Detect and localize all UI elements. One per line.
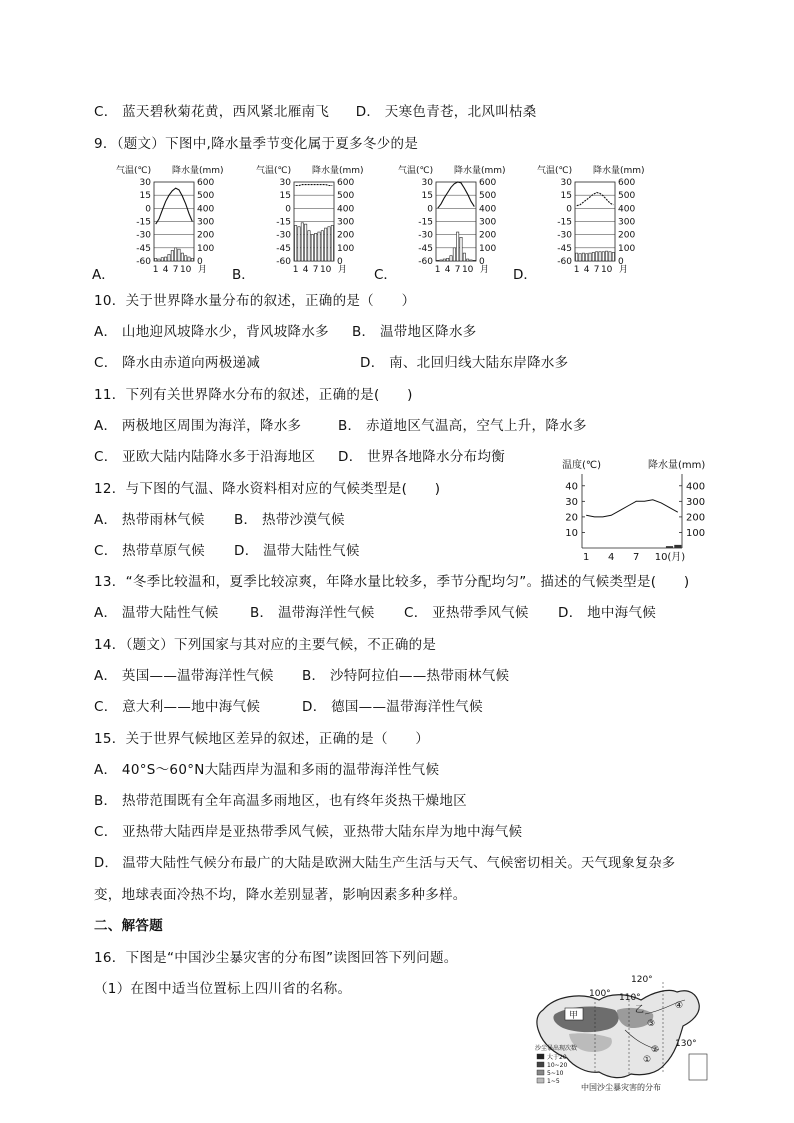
legend-label: 1~5 xyxy=(547,1078,560,1085)
q14-options-ab xyxy=(94,664,509,684)
q11-option-d: D． 世界各地降水分布均衡 xyxy=(338,449,506,465)
precip-tick: 600 xyxy=(337,178,355,188)
q9-option-label: D． xyxy=(513,267,537,283)
q13-option-b: B． 温带海洋性气候 xyxy=(250,605,375,621)
legend-swatch xyxy=(537,1062,544,1067)
precip-tick: 500 xyxy=(618,191,636,202)
month-tick: 4 xyxy=(583,265,590,275)
precip-tick: 200 xyxy=(686,512,706,524)
precip-tick: 200 xyxy=(337,230,355,241)
precip-tick: 0 xyxy=(618,257,624,267)
legend-label: 5~10 xyxy=(547,1070,564,1077)
q15-option-d-line2: 变，地球表面冷热不均，降水差别显著，影响因素多种多样。 xyxy=(94,887,467,903)
temp-tick: -30 xyxy=(276,230,291,241)
temp-tick: 15 xyxy=(421,191,433,202)
month-tick: 1 xyxy=(582,552,590,563)
legend-label: 大于20 xyxy=(547,1054,567,1061)
q8-option-d: D． 天寒色青苍，北风叫枯桑 xyxy=(355,104,537,120)
place-label-yi: 乙 xyxy=(635,1005,645,1015)
temp-tick: 40 xyxy=(565,481,578,493)
precip-tick: 600 xyxy=(618,178,636,188)
month-unit: (月) xyxy=(667,552,686,563)
precip-axis-label: 降水量(mm) xyxy=(593,166,645,176)
q11-stem: 11．下列有关世界降水分布的叙述，正确的是( ) xyxy=(94,387,413,403)
precip-tick: 400 xyxy=(337,204,355,215)
q14-option-b: B． 沙特阿拉伯——热带雨林气候 xyxy=(302,668,510,684)
precip-tick: 0 xyxy=(197,257,203,267)
precip-bar xyxy=(158,259,160,261)
precip-axis-label: 降水量(mm) xyxy=(172,166,224,176)
q13-options xyxy=(94,601,656,621)
precip-bar xyxy=(450,256,452,261)
precip-axis-label: 降水量(mm) xyxy=(312,166,364,176)
precip-tick: 300 xyxy=(686,496,706,508)
precip-bar xyxy=(599,252,601,261)
temp-line xyxy=(156,188,193,224)
precip-bar xyxy=(318,232,320,261)
legend-label: 10~20 xyxy=(547,1062,568,1069)
precip-bar xyxy=(666,546,673,548)
precip-bar xyxy=(586,254,588,261)
precip-bar xyxy=(308,231,310,261)
temp-tick: -60 xyxy=(136,257,151,267)
q10-option-c: C． 降水由赤道向两极递减 xyxy=(94,355,261,371)
temp-tick: -15 xyxy=(276,217,291,228)
temp-tick: -45 xyxy=(136,243,151,254)
temp-tick: 15 xyxy=(560,191,572,202)
temp-tick: -15 xyxy=(136,217,151,228)
month-tick: 10 xyxy=(461,265,474,275)
temp-tick: -45 xyxy=(557,243,572,254)
q12-chart-svg xyxy=(560,456,740,568)
q16-stem: 16．下图是“中国沙尘暴灾害的分布图”读图回答下列问题。 xyxy=(94,950,458,966)
precip-tick: 100 xyxy=(479,243,497,254)
q11-option-a: A． 两极地区周围为海洋，降水多 xyxy=(94,418,302,434)
month-tick: 4 xyxy=(607,552,615,563)
precip-bar xyxy=(328,227,330,261)
temp-axis-label: 气温(℃) xyxy=(256,166,292,176)
month-unit: 月 xyxy=(480,265,490,275)
q13-option-d: D． 地中海气候 xyxy=(558,605,657,621)
precip-bar xyxy=(437,260,439,261)
q9-climate-chart xyxy=(535,162,653,282)
legend-swatch xyxy=(537,1070,544,1075)
precip-bar xyxy=(188,257,190,261)
q14-option-d: D． 德国——温带海洋性气候 xyxy=(302,699,483,715)
temp-axis-label: 气温(℃) xyxy=(537,166,573,176)
precip-bar xyxy=(602,252,604,261)
precip-tick: 100 xyxy=(197,243,215,254)
q14-option-a: A． 英国——温带海洋性气候 xyxy=(94,668,274,684)
temp-tick: 0 xyxy=(285,204,291,215)
q10-options-ab xyxy=(94,320,477,340)
q14-options-cd xyxy=(94,695,483,715)
place-label-3: ③ xyxy=(647,1019,656,1029)
temp-line xyxy=(296,185,333,186)
place-label-jia: 甲 xyxy=(569,1011,579,1021)
q13-option-a: A． 温带大陆性气候 xyxy=(94,605,219,621)
month-tick: 7 xyxy=(454,265,461,275)
precip-tick: 400 xyxy=(197,204,215,215)
q10-options-cd xyxy=(94,351,569,371)
temp-tick: 15 xyxy=(279,191,291,202)
month-unit: 月 xyxy=(198,265,208,275)
map-caption: 中国沙尘暴灾害的分布 xyxy=(581,1083,661,1092)
month-tick: 7 xyxy=(312,265,319,275)
temp-tick: -60 xyxy=(418,257,433,267)
precip-bar xyxy=(592,252,594,261)
temp-tick: 30 xyxy=(279,178,291,188)
temp-tick: 0 xyxy=(145,204,151,215)
precip-bar xyxy=(606,251,608,261)
month-tick: 10 xyxy=(179,265,192,275)
precip-bar xyxy=(331,225,333,261)
precip-tick: 300 xyxy=(618,217,636,228)
month-tick: 10 xyxy=(654,552,668,563)
precip-tick: 200 xyxy=(618,230,636,241)
temp-tick: 15 xyxy=(139,191,151,202)
precip-bar xyxy=(311,235,313,261)
precip-bar xyxy=(576,253,578,261)
temp-axis-label: 气温(℃) xyxy=(116,166,152,176)
precip-tick: 400 xyxy=(686,481,706,493)
precip-bar xyxy=(467,259,469,261)
precip-tick: 300 xyxy=(479,217,497,228)
temp-line xyxy=(577,193,614,206)
q13-stem: 13．“冬季比较温和，夏季比较凉爽，年降水量比较多，季节分配均匀”。描述的气候类型是( ) xyxy=(94,574,690,590)
precip-tick: 100 xyxy=(337,243,355,254)
temp-axis-label: 气温(℃) xyxy=(398,166,434,176)
precip-bar xyxy=(178,249,180,261)
q12-option-a: A． 热带雨林气候 xyxy=(94,512,205,528)
month-tick: 7 xyxy=(172,265,179,275)
temp-tick: -15 xyxy=(557,217,572,228)
precip-tick: 200 xyxy=(197,230,215,241)
precip-bar xyxy=(473,260,475,261)
month-tick: 7 xyxy=(632,552,640,563)
precip-tick: 300 xyxy=(197,217,215,228)
precip-bar xyxy=(168,254,170,261)
lon-label-120: 120° xyxy=(631,975,653,985)
temp-tick: 10 xyxy=(565,527,578,539)
precip-bar xyxy=(440,260,442,261)
section-2-heading: 二、解答题 xyxy=(94,918,163,934)
lon-label-130: 130° xyxy=(675,1039,697,1049)
q11-options-ab xyxy=(94,414,587,434)
temp-tick: -45 xyxy=(276,243,291,254)
precip-tick: 500 xyxy=(337,191,355,202)
q9-climate-chart xyxy=(114,162,232,282)
temp-tick: 30 xyxy=(139,178,151,188)
q9-option-label: A． xyxy=(92,267,115,283)
q15-option-b: B． 热带范围既有全年高温多雨地区，也有终年炎热干燥地区 xyxy=(94,793,467,809)
precip-bar xyxy=(181,253,183,261)
q12-options-cd xyxy=(94,539,360,559)
precip-tick: 500 xyxy=(479,191,497,202)
precip-bar xyxy=(612,252,614,261)
temp-tick: -30 xyxy=(557,230,572,241)
temp-tick: 0 xyxy=(427,204,433,215)
precip-bar xyxy=(443,259,445,261)
q14-stem: 14．（题文）下列国家与其对应的主要气候，不正确的是 xyxy=(94,637,437,653)
precip-bar xyxy=(321,231,323,261)
temp-tick: -60 xyxy=(276,257,291,267)
precip-bar xyxy=(301,223,303,261)
precip-bar xyxy=(305,224,307,261)
precip-axis-label: 降水量(mm) xyxy=(648,460,706,471)
precip-bar xyxy=(609,252,611,261)
precip-tick: 0 xyxy=(479,257,485,267)
precip-bar xyxy=(447,258,449,261)
precip-bar xyxy=(175,248,177,261)
place-label-4: ④ xyxy=(675,1001,684,1011)
month-tick: 1 xyxy=(434,265,441,275)
month-tick: 4 xyxy=(444,265,451,275)
q12-option-c: C． 热带草原气候 xyxy=(94,543,205,559)
q10-option-b: B． 温带地区降水多 xyxy=(352,324,477,340)
temp-tick: -30 xyxy=(136,230,151,241)
temp-tick: -15 xyxy=(418,217,433,228)
q9-option-label: C． xyxy=(374,267,397,283)
month-unit: 月 xyxy=(338,265,348,275)
temp-tick: 30 xyxy=(560,178,572,188)
temp-tick: 0 xyxy=(566,204,572,215)
q12-options-ab xyxy=(94,508,345,528)
month-tick: 4 xyxy=(162,265,169,275)
precip-tick: 200 xyxy=(479,230,497,241)
q9-climate-chart xyxy=(396,162,514,282)
precip-tick: 600 xyxy=(479,178,497,188)
q8-options-line xyxy=(94,100,537,120)
precip-bar xyxy=(298,227,300,261)
temp-tick: 30 xyxy=(565,496,578,508)
q12-option-b: B． 热带沙漠气候 xyxy=(234,512,345,528)
precip-tick: 0 xyxy=(337,257,343,267)
precip-tick: 400 xyxy=(479,204,497,215)
temp-tick: 20 xyxy=(565,512,578,524)
lon-label-110: 110° xyxy=(619,993,641,1003)
legend-swatch xyxy=(537,1054,544,1059)
q13-option-c: C． 亚热带季风气候 xyxy=(404,605,529,621)
temp-line xyxy=(586,500,678,517)
precip-bar xyxy=(185,256,187,261)
q16-subquestion-1: （1）在图中适当位置标上四川省的名称。 xyxy=(94,981,352,997)
precip-tick: 400 xyxy=(618,204,636,215)
precip-axis-label: 降水量(mm) xyxy=(454,166,506,176)
q15-stem: 15．关于世界气候地区差异的叙述，正确的是（ ） xyxy=(94,731,430,747)
precip-bar xyxy=(315,233,317,261)
precip-bar xyxy=(582,253,584,261)
precip-tick: 100 xyxy=(618,243,636,254)
precip-bar xyxy=(460,237,462,261)
q8-option-c: C． 蓝天碧秋菊花黄，西风紧北雁南飞 xyxy=(94,104,330,120)
month-tick: 4 xyxy=(302,265,309,275)
precip-bar xyxy=(155,258,157,261)
month-tick: 7 xyxy=(593,265,600,275)
q15-option-c: C． 亚热带大陆西岸是亚热带季风气候，亚热带大陆东岸为地中海气候 xyxy=(94,824,523,840)
month-tick: 1 xyxy=(292,265,299,275)
q10-stem: 10．关于世界降水量分布的叙述，正确的是（ ） xyxy=(94,293,416,309)
q12-option-d: D． 温带大陆性气候 xyxy=(234,543,360,559)
place-label-1: ① xyxy=(643,1055,652,1065)
q9-option-label: B． xyxy=(232,267,255,283)
south-sea-inset xyxy=(689,1054,707,1080)
month-unit: 月 xyxy=(619,265,629,275)
precip-bar xyxy=(457,232,459,261)
q9-stem: 9．（题文）下图中,降水量季节变化属于夏多冬少的是 xyxy=(94,136,419,152)
lon-label-100: 100° xyxy=(589,989,611,999)
q12-stem: 12．与下图的气温、降水资料相对应的气候类型是( ) xyxy=(94,481,441,497)
precip-bar xyxy=(470,260,472,261)
precip-bar xyxy=(589,253,591,261)
temp-axis-label: 温度(℃) xyxy=(562,460,602,471)
q15-option-d-line1: D． 温带大陆性气候分布最广的大陆是欧洲大陆生产生活与天气、气候密切相关。天气现象复杂多 xyxy=(94,856,676,871)
q11-option-c: C． 亚欧大陆内陆降水多于沿海地区 xyxy=(94,449,316,465)
precip-bar xyxy=(171,250,173,261)
precip-bar xyxy=(295,225,297,261)
place-label-2: ② xyxy=(651,1045,660,1055)
month-tick: 10 xyxy=(600,265,613,275)
q11-option-b: B． 赤道地区气温高，空气上升，降水多 xyxy=(338,418,587,434)
precip-tick: 100 xyxy=(686,527,706,539)
month-tick: 10 xyxy=(319,265,332,275)
month-tick: 1 xyxy=(573,265,580,275)
precip-bar xyxy=(463,253,465,261)
legend-swatch xyxy=(537,1078,544,1083)
precip-bar xyxy=(165,257,167,261)
temp-tick: -30 xyxy=(418,230,433,241)
legend-title: 沙尘暴出现次数 xyxy=(535,1045,578,1052)
precip-bar xyxy=(325,228,327,261)
precip-bar xyxy=(453,248,455,261)
precip-bar xyxy=(596,252,598,261)
q10-option-d: D． 南、北回归线大陆东岸降水多 xyxy=(360,355,569,371)
q14-option-c: C． 意大利——地中海气候 xyxy=(94,699,261,715)
precip-tick: 500 xyxy=(197,191,215,202)
precip-bar xyxy=(579,254,581,261)
china-sandstorm-map xyxy=(525,970,715,1120)
q9-climate-chart xyxy=(254,162,372,282)
temp-tick: -60 xyxy=(557,257,572,267)
temp-tick: -45 xyxy=(418,243,433,254)
precip-bar xyxy=(674,545,681,548)
month-tick: 1 xyxy=(152,265,159,275)
q10-option-a: A． 山地迎风坡降水少，背风坡降水多 xyxy=(94,324,329,340)
q15-option-a: A． 40°S～60°N大陆西岸为温和多雨的温带海洋性气候 xyxy=(94,762,440,778)
precip-tick: 600 xyxy=(197,178,215,188)
precip-bar xyxy=(191,258,193,261)
precip-tick: 300 xyxy=(337,217,355,228)
temp-tick: 30 xyxy=(421,178,433,188)
precip-bar xyxy=(161,258,163,261)
q11-options-cd xyxy=(94,445,505,465)
